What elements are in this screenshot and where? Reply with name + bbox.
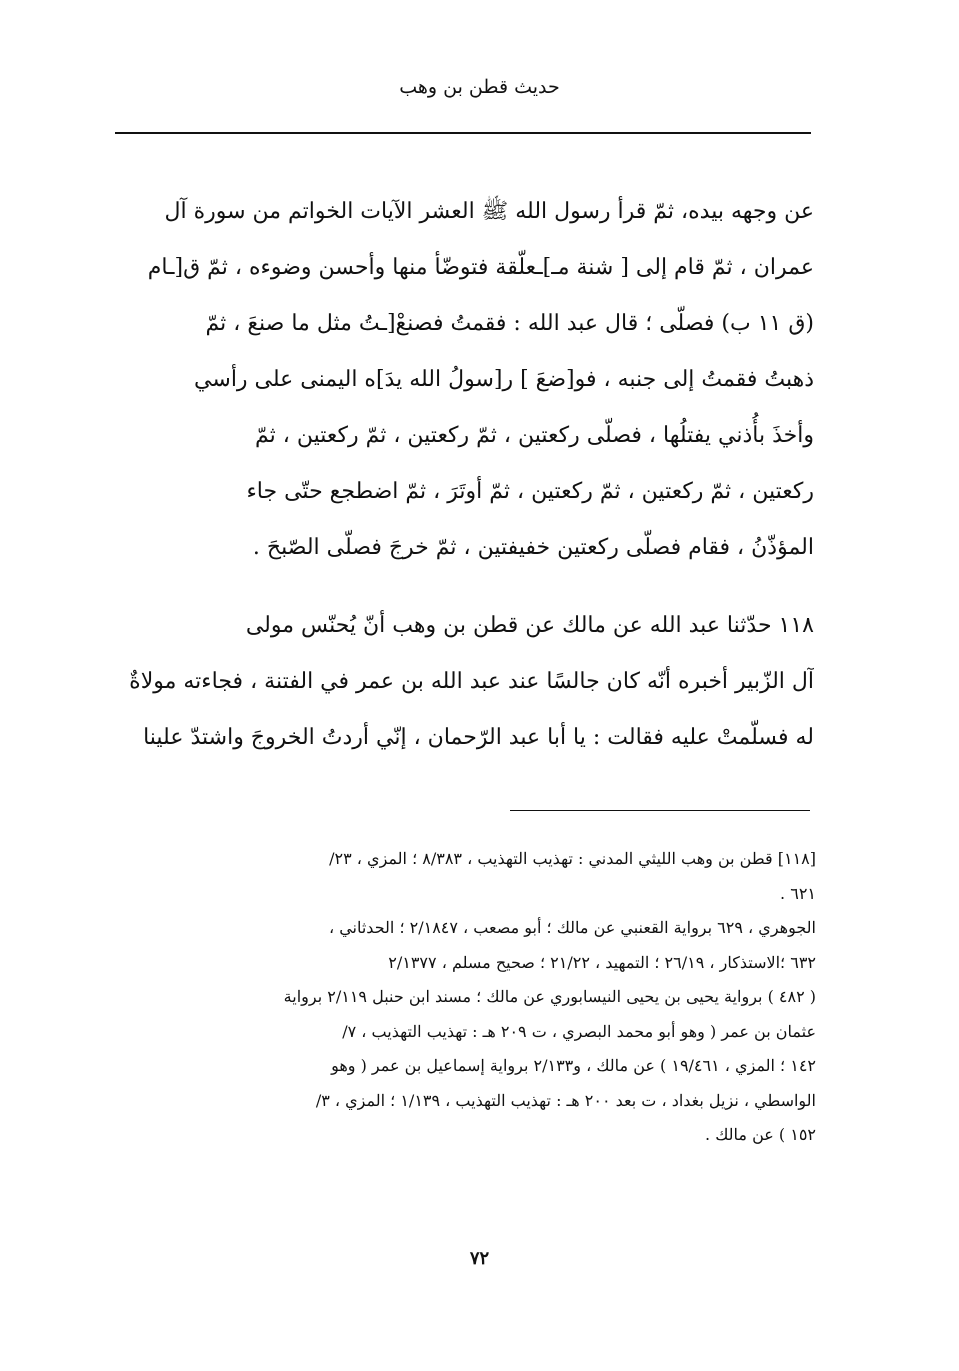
text-line: وأخذَ بأُذني يفتلُها ، فصلّى ركعتين ، ثمّ ركعتين ، ثمّ ركعتين ، ثمّ [254,423,814,448]
footnote-line: ١٤٢ ؛ المزي ، ١٩/٤٦١ ) عن مالك ، و٢/١٣٣ برواية إسماعيل بن عمر ( وهو [331,1056,816,1075]
footnotes [108,842,816,1153]
text-line: ذهبتُ فقمتُ إلى جنبه ، فو[ضعَ ] ر[سولُ الله يدَ]ه اليمنى على رأسي [194,367,814,392]
hadith-number-line: ١١٨ حدّثنا عبد الله عن مالك عن قطن بن وهب أنّ يُحنّس مولى [245,613,814,638]
text-line: عمران ، ثمّ قام إلى [ شنة مـ]ـعلّقة فتوضّأ منها وأحسن وضوءه ، ثمّ ق[ـام [147,255,814,280]
footnote-line: الجوهري ، ٦٢٩ برواية القعنبي عن مالك ؛ أبو مصعب ، ٢/١٨٤٧ ؛ الحدثاني ، [328,918,816,937]
footnote-line: [١١٨] قطن بن وهب الليثي المدني : تهذيب التهذيب ، ٨/٣٨٣ ؛ المزي ، ٢٣/ [329,849,816,868]
footnote-line: ٦٢١ . [780,883,816,903]
main-text [110,184,814,766]
page-number: ٧٢ [469,1248,490,1269]
footnote-rule [510,810,810,811]
text-line: ركعتين ، ثمّ ركعتين ، ثمّ ركعتين ، ثمّ أوتَرَ ، ثمّ اضطجع حتّى جاء [246,479,814,504]
text-line: عن وجهه بيده، ثمّ قرأ رسول الله ﷺ العشر الآيات الخواتم من سورة آل [164,199,814,224]
running-header: حديث قطن بن وهب [399,76,560,98]
paragraph-gap [110,576,814,598]
header-rule [115,132,811,134]
text-line: (ق ١١ ب) فصلّى ؛ قال عبد الله : فقمتُ فصنعْ[ـتُ مثل ما صنعَ ، ثمّ [205,311,814,336]
footnote-line: ( ٤٨٢ ) برواية يحيى بن يحيى النيسابوري عن مالك ؛ مسند ابن حنبل ٢/١١٩ برواية [283,987,816,1006]
footnote-line: عثمان بن عمر ( وهو أبو محمد البصري ، ت ٢٠٩ هـ : تهذيب التهذيب ، ٧/ [342,1021,816,1041]
footnote-line: ٦٣٢ ؛الاستذكار ، ٢٦/١٩ ؛ التمهيد ، ٢١/٢٢ ؛ صحيح مسلم ، ٢/١٣٧٧ [388,952,816,972]
footnote-line: ١٥٢ ) عن مالك . [705,1125,816,1144]
footnote-line: الواسطي ، نزيل بغداد ، ت بعد ٢٠٠ هـ : تهذيب التهذيب ، ١/١٣٩ ؛ المزي ، ٣/ [315,1090,816,1110]
text-line: له فسلّمتْ عليه فقالت : يا أبا عبد الرّحمان ، إنّي أردتُ الخروجَ واشتدّ علينا [143,725,814,750]
text-line: المؤذّنُ ، فقام فصلّى ركعتين خفيفتين ، ثمّ خرجَ فصلّى الصّبحَ . [252,535,814,560]
text-line: آل الزّبير أخبره أنّه كان جالسًا عند عبد الله بن عمر في الفتنة ، فجاءته مولاةٌ [129,669,814,694]
